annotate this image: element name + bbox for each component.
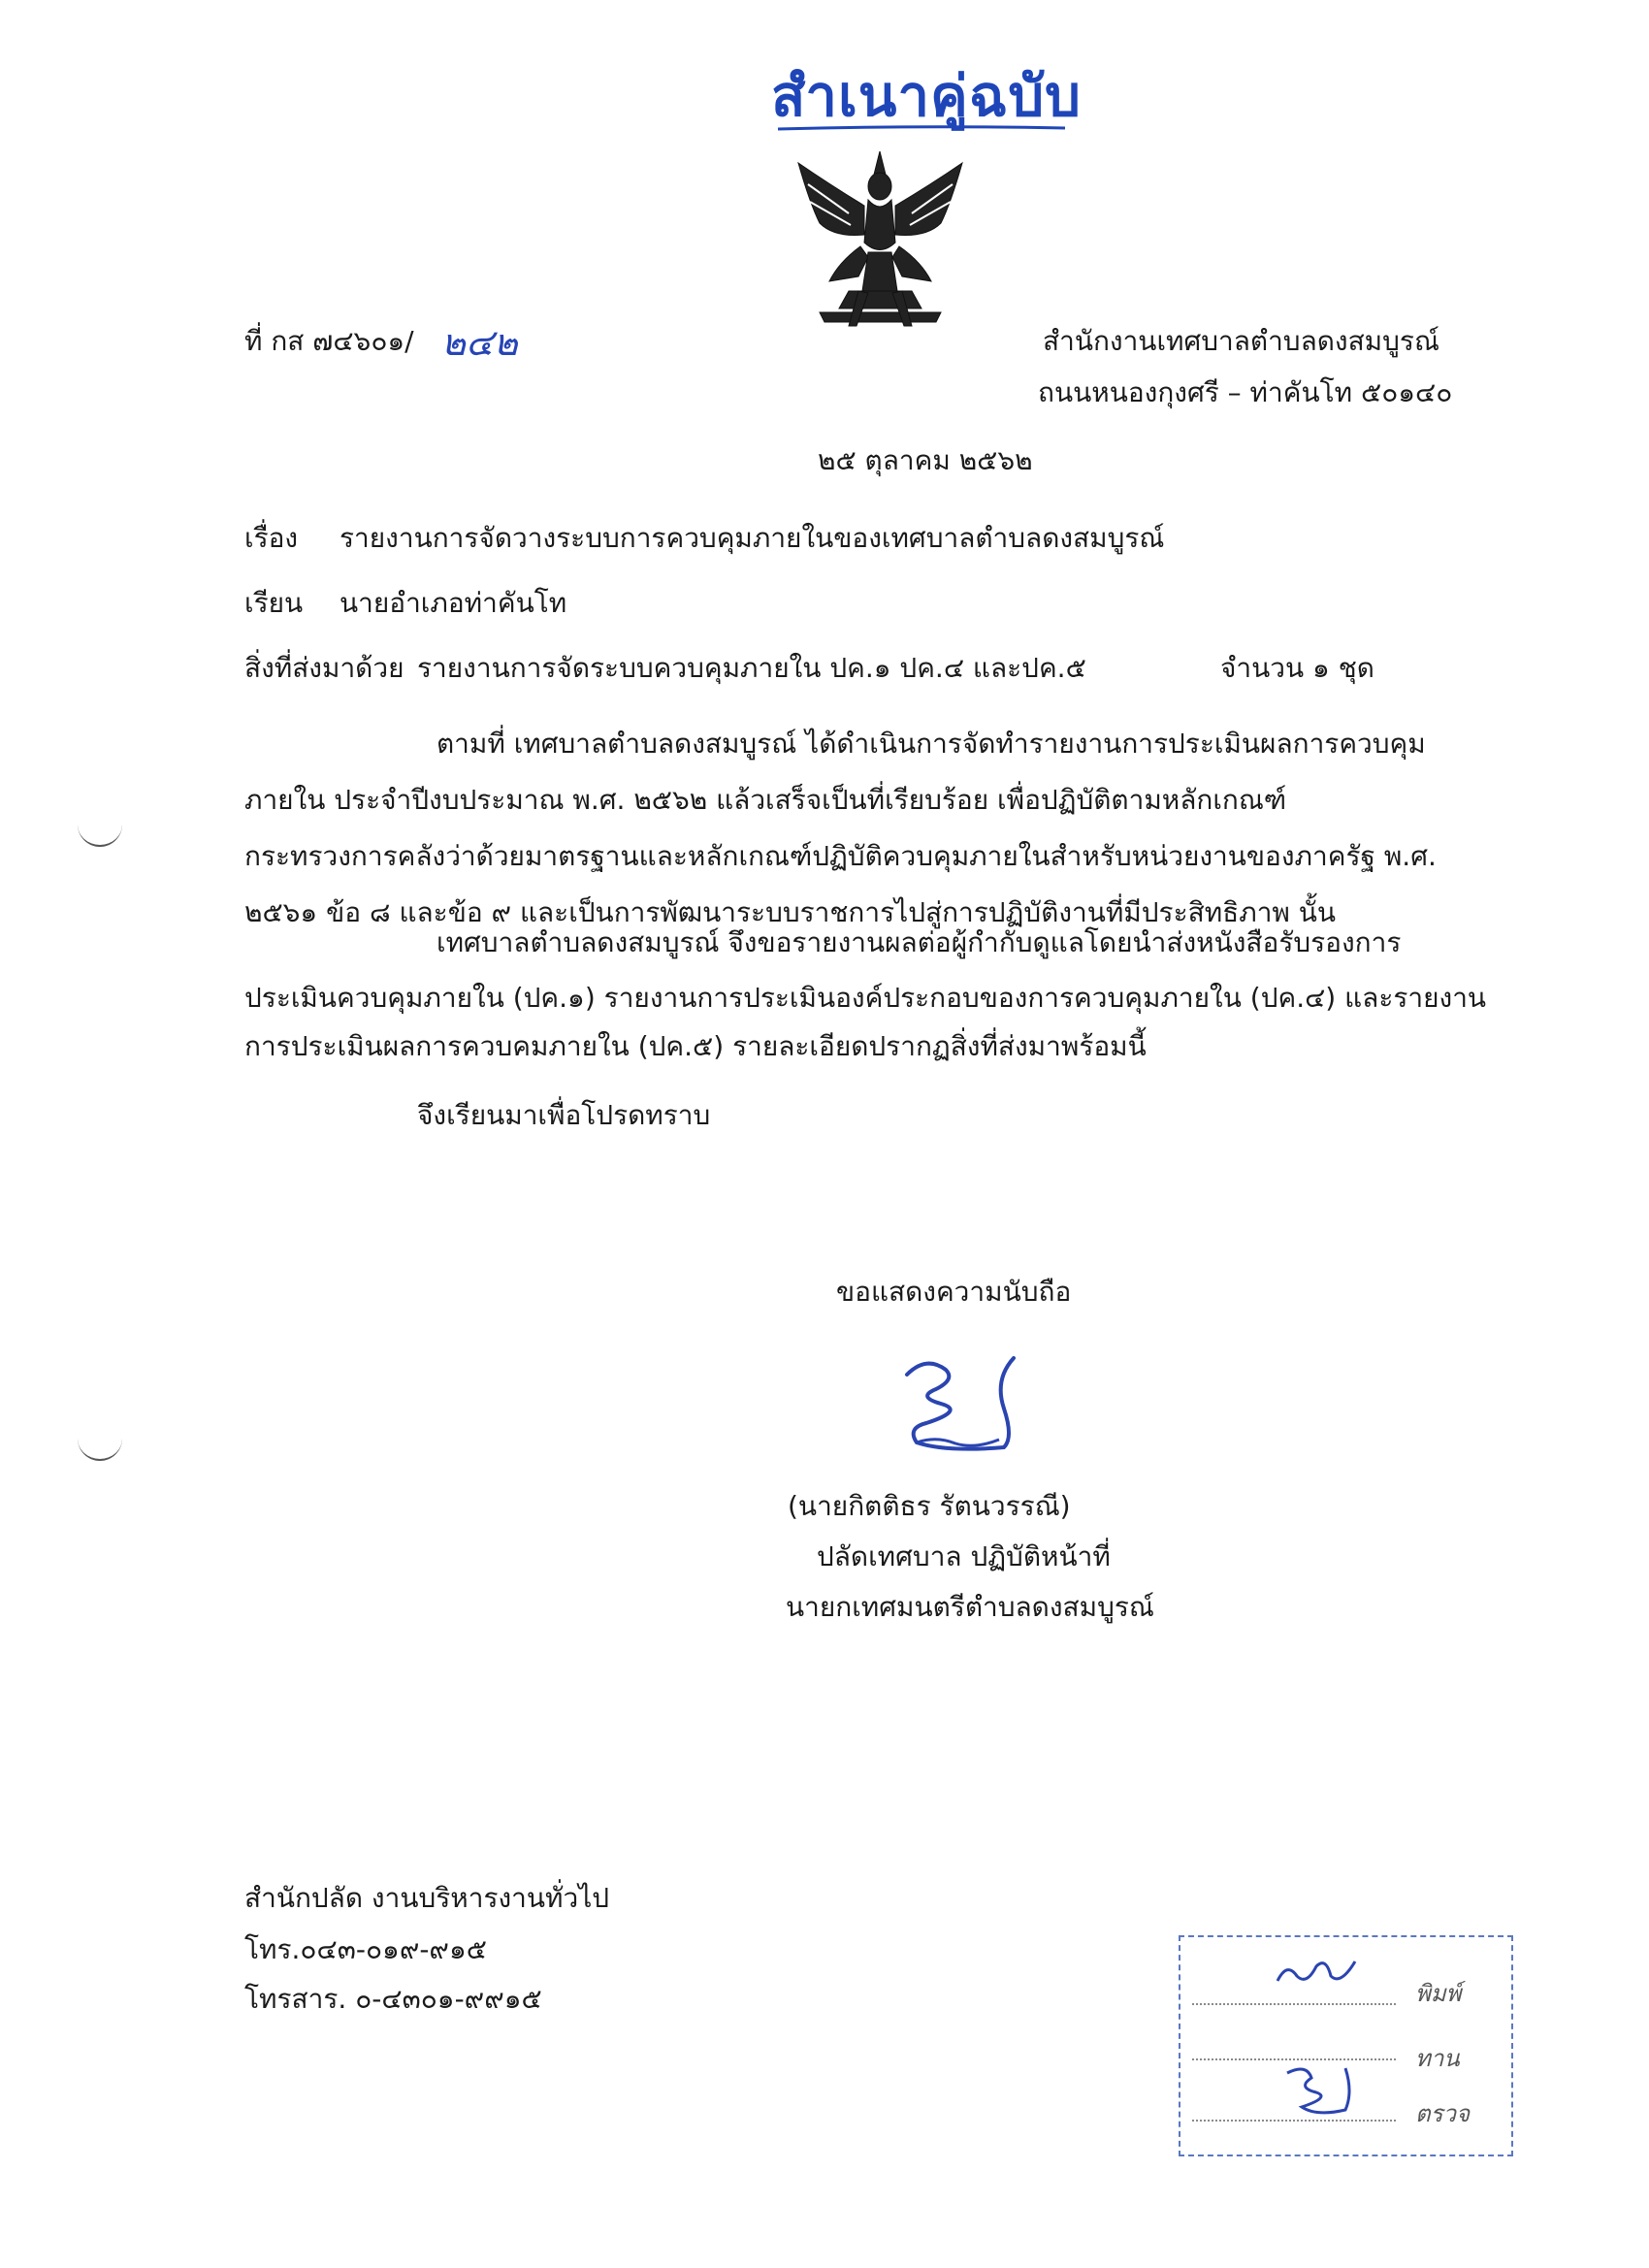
initials-signature: [1277, 2063, 1355, 2122]
routing-checked-label: ทาน: [1415, 2045, 1460, 2072]
office-address: ถนนหนองกุงศรี – ท่าคันโท ๕๐๑๔๐: [1038, 376, 1453, 408]
copy-stamp-title: สำเนาคู่ฉบับ: [771, 63, 1082, 129]
enclosure-quantity: จำนวน ๑ ชุด: [1220, 652, 1374, 684]
paragraph-line: ประเมินควบคุมภายใน (ปค.๑) รายงานการประเมินองค์ประกอบของการควบคุมภายใน (ปค.๔) และรายงาน: [244, 982, 1487, 1014]
garuda-emblem-icon: [791, 146, 970, 330]
fax-number: โทรสาร. ๐-๔๓๐๑-๙๙๑๕: [244, 1983, 542, 2015]
punch-hole: [78, 1434, 122, 1461]
paragraph-line: เทศบาลตำบลดงสมบูรณ์ จึงขอรายงานผลต่อผู้กำกับดูแลโดยนำส่งหนังสือรับรองการ: [436, 926, 1402, 958]
routing-line: [1192, 2003, 1396, 2005]
subject-label: เรื่อง: [244, 522, 299, 554]
recipient-label: เรียน: [244, 587, 304, 619]
document-number-prefix: ที่ กส ๗๔๖๐๑/: [244, 325, 414, 357]
initials-scribble: [1273, 1952, 1360, 1991]
paragraph-line: ๒๕๖๑ ข้อ ๘ และข้อ ๙ และเป็นการพัฒนาระบบราชการไปสู่การปฏิบัติงานที่มีประสิทธิภาพ นั้น: [244, 896, 1337, 928]
paragraph-line: ตามที่ เทศบาลตำบลดงสมบูรณ์ ได้ดำเนินการจัดทำรายงานการประเมินผลการควบคุม: [436, 728, 1426, 760]
regards-text: ขอแสดงความนับถือ: [836, 1276, 1072, 1308]
signatory-name: (นายกิตติธร รัตนวรรณี): [788, 1490, 1071, 1522]
paragraph-line: กระทรวงการคลังว่าด้วยมาตรฐานและหลักเกณฑ์ปฏิบัติควบคุมภายในสำหรับหน่วยงานของภาครัฐ พ.ศ.: [244, 840, 1437, 872]
phone-number: โทร.๐๔๓-๐๑๙-๙๑๕: [244, 1933, 487, 1965]
routing-reviewed-label: ตรวจ: [1415, 2100, 1471, 2127]
enclosure-label: สิ่งที่ส่งมาด้วย: [244, 652, 404, 684]
department-name: สำนักปลัด งานบริหารงานทั่วไป: [244, 1882, 610, 1914]
routing-typed-label: พิมพ์: [1415, 1980, 1462, 2007]
subject-text: รายงานการจัดวางระบบการควบคุมภายในของเทศบาลตำบลดงสมบูรณ์: [340, 522, 1165, 554]
routing-stamp-box: [1179, 1935, 1513, 2156]
handwritten-signature: [888, 1350, 1033, 1462]
signatory-position: ปลัดเทศบาล ปฏิบัติหน้าที่: [817, 1540, 1111, 1572]
routing-line: [1192, 2120, 1396, 2122]
punch-hole: [78, 820, 122, 847]
closing-line: จึงเรียนมาเพื่อโปรดทราบ: [417, 1099, 711, 1131]
stamp-underline: [776, 124, 1067, 132]
recipient-text: นายอำเภอท่าคันโท: [340, 587, 567, 619]
signatory-acting-position: นายกเทศมนตรีตำบลดงสมบูรณ์: [786, 1591, 1154, 1623]
paragraph-line: การประเมินผลการควบคมภายใน (ปค.๕) รายละเอียดปรากฏสิ่งที่ส่งมาพร้อมนี้: [244, 1030, 1147, 1062]
enclosure-text: รายงานการจัดระบบควบคุมภายใน ปค.๑ ปค.๔ และปค.๕: [417, 652, 1086, 684]
issuing-office: สำนักงานเทศบาลตำบลดงสมบูรณ์: [1043, 325, 1439, 357]
document-number-handwritten: ๒๔๒: [441, 321, 518, 364]
routing-line: [1192, 2058, 1396, 2060]
letter-date: ๒๕ ตุลาคม ๒๕๖๒: [818, 444, 1033, 476]
paragraph-line: ภายใน ประจำปีงบประมาณ พ.ศ. ๒๕๖๒ แล้วเสร็จเป็นที่เรียบร้อย เพื่อปฏิบัติตามหลักเกณฑ์: [244, 784, 1287, 816]
